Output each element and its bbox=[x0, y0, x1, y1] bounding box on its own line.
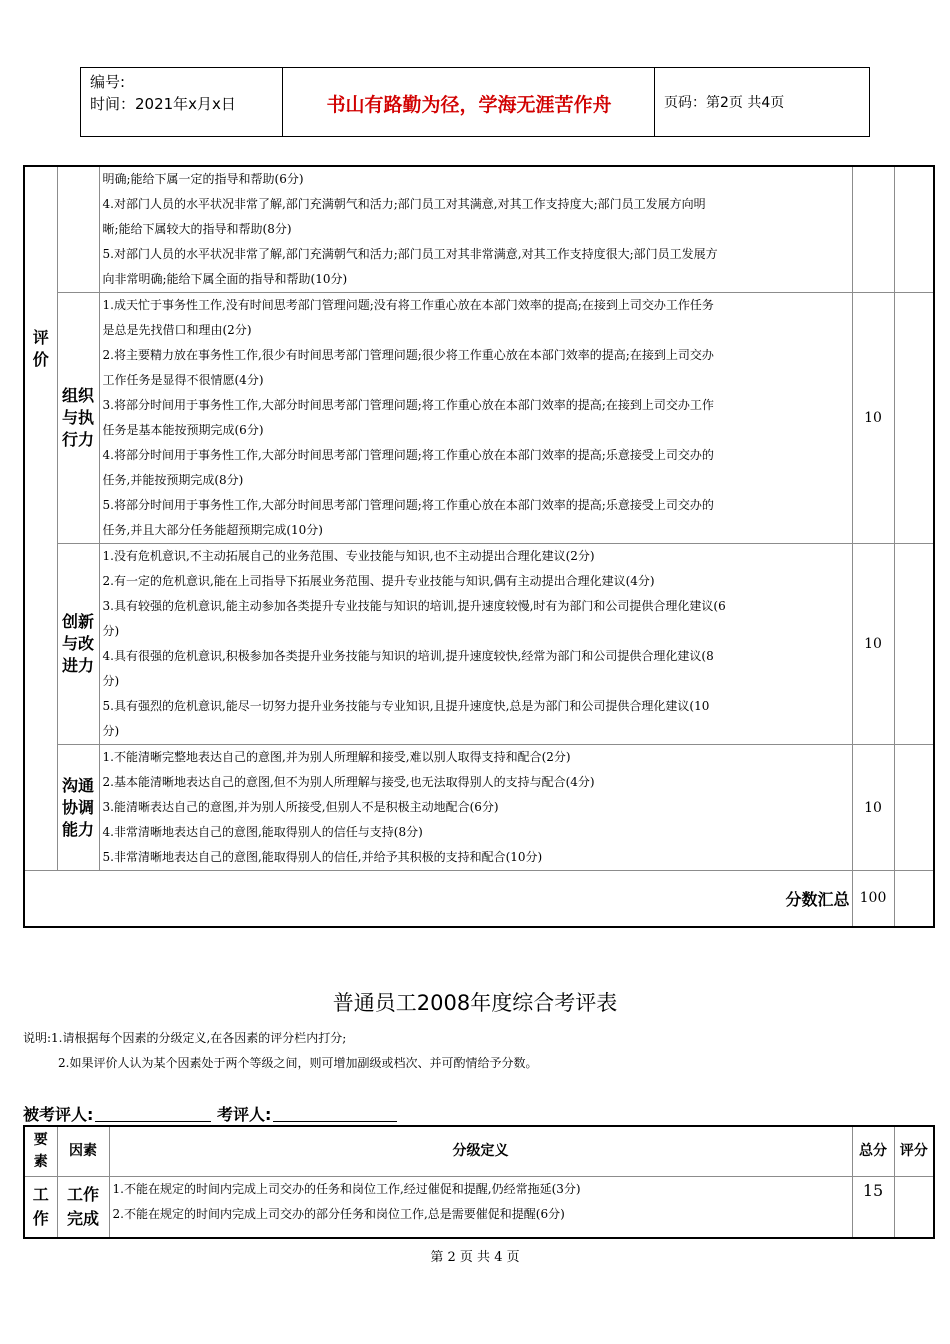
rating-cell[interactable] bbox=[894, 293, 934, 544]
total-score-cell: 10 bbox=[852, 544, 894, 745]
definition-line: 4.对部门人员的水平状况非常了解,部门充满朝气和活力;部门员工对其满意,对其工作支持度大;部门员工发展方向明 bbox=[102, 197, 706, 211]
evaluation-table-continued bbox=[23, 165, 935, 928]
header-info bbox=[90, 71, 236, 115]
evaluator-line bbox=[23, 1102, 397, 1125]
factor-organization: 组织与执行力 bbox=[61, 386, 94, 449]
header-divider bbox=[654, 67, 655, 136]
evaluatee-field[interactable] bbox=[95, 1106, 211, 1122]
definition-line: 分) bbox=[102, 624, 120, 638]
table-row bbox=[24, 293, 934, 544]
eval-label: 评价 bbox=[32, 328, 49, 369]
element-cell: 工作 bbox=[24, 1176, 57, 1238]
definition-cell bbox=[99, 544, 852, 745]
rating-cell[interactable] bbox=[894, 166, 934, 293]
table-row bbox=[24, 1176, 934, 1238]
definition-line: 工作任务是显得不很情愿(4分) bbox=[102, 373, 264, 387]
eval-label-cell bbox=[24, 166, 57, 871]
factor-cell: 工作完成 bbox=[57, 1176, 109, 1238]
definition-cell bbox=[99, 293, 852, 544]
page-footer: 第 2 页 共 4 页 bbox=[430, 1250, 520, 1265]
definition-line: 是总是先找借口和理由(2分) bbox=[102, 323, 252, 337]
definition-line: 晰;能给下属较大的指导和帮助(8分) bbox=[102, 222, 292, 236]
total-score-cell bbox=[852, 166, 894, 293]
factor-cell bbox=[57, 166, 99, 293]
sum-value: 100 bbox=[852, 871, 894, 927]
definition-line: 3.将部分时间用于事务性工作,大部分时间思考部门管理问题;将工作重心放在本部门效率的提高;在接到上司交办工作 bbox=[102, 398, 714, 412]
definition-line: 分) bbox=[102, 724, 120, 738]
table-row bbox=[24, 166, 934, 293]
total-score-cell: 10 bbox=[852, 293, 894, 544]
definition-line: 2.不能在规定的时间内完成上司交办的部分任务和岗位工作,总是需要催促和提醒(6分) bbox=[112, 1206, 565, 1221]
header-motto: 书山有路勤为径，学海无涯苦作舟 bbox=[326, 94, 612, 116]
header-date: 时间：2021年x月x日 bbox=[90, 95, 236, 113]
definition-line: 明确;能给下属一定的指导和帮助(6分) bbox=[102, 172, 304, 186]
evaluatee-label: 被考评人: bbox=[23, 1105, 94, 1124]
header-rating: 评分 bbox=[894, 1126, 934, 1176]
evaluation-table bbox=[23, 1125, 935, 1239]
header-divider bbox=[80, 67, 81, 136]
sum-label: 分数汇总 bbox=[24, 871, 852, 927]
table-header-row bbox=[24, 1126, 934, 1176]
header-factor: 因素 bbox=[57, 1126, 109, 1176]
header-total: 总分 bbox=[852, 1126, 894, 1176]
definition-cell bbox=[109, 1176, 852, 1238]
definition-cell bbox=[99, 745, 852, 871]
factor-cell bbox=[57, 293, 99, 544]
sum-row bbox=[24, 871, 934, 927]
definition-line: 2.基本能清晰地表达自己的意图,但不为别人所理解与接受,也无法取得别人的支持与配合(4分) bbox=[102, 775, 595, 789]
definition-line: 3.具有较强的危机意识,能主动参加各类提升专业技能与知识的培训,提升速度较慢,时有为部门和公司提供合理化建议(6 bbox=[102, 599, 726, 613]
header-page-label: 页码：第2页 共4页 bbox=[664, 95, 785, 111]
definition-line: 任务,并且大部分任务能超预期完成(10分) bbox=[102, 523, 323, 537]
definition-line: 分) bbox=[102, 674, 120, 688]
factor-cell bbox=[57, 544, 99, 745]
definition-line: 1.没有危机意识,不主动拓展自己的业务范围、专业技能与知识,也不主动提出合理化建议(2分) bbox=[102, 549, 595, 563]
factor-communication: 沟通协调能力 bbox=[61, 775, 94, 839]
definition-line: 4.将部分时间用于事务性工作,大部分时间思考部门管理问题;将工作重心放在本部门效率的提高;乐意接受上司交办的 bbox=[102, 448, 714, 462]
definition-line: 3.能清晰表达自己的意图,并为别人所接受,但别人不是积极主动地配合(6分) bbox=[102, 800, 499, 814]
header-divider bbox=[869, 67, 870, 136]
definition-line: 2.有一定的危机意识,能在上司指导下拓展业务范围、提升专业技能与知识,偶有主动提出合理化建议(4分) bbox=[102, 574, 655, 588]
definition-line: 5.将部分时间用于事务性工作,大部分时间思考部门管理问题;将工作重心放在本部门效率的提高;乐意接受上司交办的 bbox=[102, 498, 714, 512]
definition-line: 向非常明确;能给下属全面的指导和帮助(10分) bbox=[102, 272, 348, 286]
definition-line: 5.具有强烈的危机意识,能尽一切努力提升业务技能与专业知识,且提升速度快,总是为部门和公司提供合理化建议(10 bbox=[102, 699, 710, 713]
form-title: 普通员工2008年度综合考评表 bbox=[332, 991, 618, 1015]
table-row bbox=[24, 745, 934, 871]
evaluator-field[interactable] bbox=[273, 1106, 397, 1122]
definition-line: 1.成天忙于事务性工作,没有时间思考部门管理问题;没有将工作重心放在本部门效率的提高;在接到上司交办工作任务 bbox=[102, 298, 714, 312]
instruction-note-1: 说明:1.请根据每个因素的分级定义,在各因素的评分栏内打分; bbox=[23, 1031, 347, 1045]
header-divider bbox=[282, 67, 283, 136]
instruction-note-2: 2.如果评价人认为某个因素处于两个等级之间，则可增加副级或档次、并可酌情给予分数。 bbox=[58, 1056, 538, 1070]
header-bottom-rule bbox=[80, 136, 870, 137]
sum-rating-cell[interactable] bbox=[894, 871, 934, 927]
definition-line: 4.非常清晰地表达自己的意图,能取得别人的信任与支持(8分) bbox=[102, 825, 423, 839]
definition-line: 5.非常清晰地表达自己的意图,能取得别人的信任,并给予其积极的支持和配合(10分) bbox=[102, 850, 543, 864]
definition-cell bbox=[99, 166, 852, 293]
definition-line: 任务,并能按预期完成(8分) bbox=[102, 473, 244, 487]
definition-line: 1.不能清晰完整地表达自己的意图,并为别人所理解和接受,难以别人取得支持和配合(2分) bbox=[102, 750, 571, 764]
definition-line: 任务是基本能按预期完成(6分) bbox=[102, 423, 264, 437]
table-row bbox=[24, 544, 934, 745]
definition-line: 4.具有很强的危机意识,积极参加各类提升业务技能与知识的培训,提升速度较快,经常为部门和公司提供合理化建议(8 bbox=[102, 649, 714, 663]
definition-line: 2.将主要精力放在事务性工作,很少有时间思考部门管理问题;很少将工作重心放在本部门效率的提高;在接到上司交办 bbox=[102, 348, 714, 362]
header-number: 编号: bbox=[90, 73, 126, 91]
total-score-cell: 10 bbox=[852, 745, 894, 871]
header-top-rule bbox=[80, 67, 870, 68]
total-score-cell: 15 bbox=[852, 1176, 894, 1238]
definition-line: 1.不能在规定的时间内完成上司交办的任务和岗位工作,经过催促和提醒,仍经常拖延(3分) bbox=[112, 1181, 581, 1196]
header-definition: 分级定义 bbox=[109, 1126, 852, 1176]
rating-cell[interactable] bbox=[894, 745, 934, 871]
factor-innovation: 创新与改进力 bbox=[61, 612, 94, 675]
rating-cell[interactable] bbox=[894, 1176, 934, 1238]
header-element: 要素 bbox=[24, 1126, 57, 1176]
factor-cell bbox=[57, 745, 99, 871]
evaluator-label: 考评人: bbox=[216, 1105, 272, 1124]
rating-cell[interactable] bbox=[894, 544, 934, 745]
definition-line: 5.对部门人员的水平状况非常了解,部门充满朝气和活力;部门员工对其非常满意,对其工作支持度很大;部门员工发展方 bbox=[102, 247, 718, 261]
